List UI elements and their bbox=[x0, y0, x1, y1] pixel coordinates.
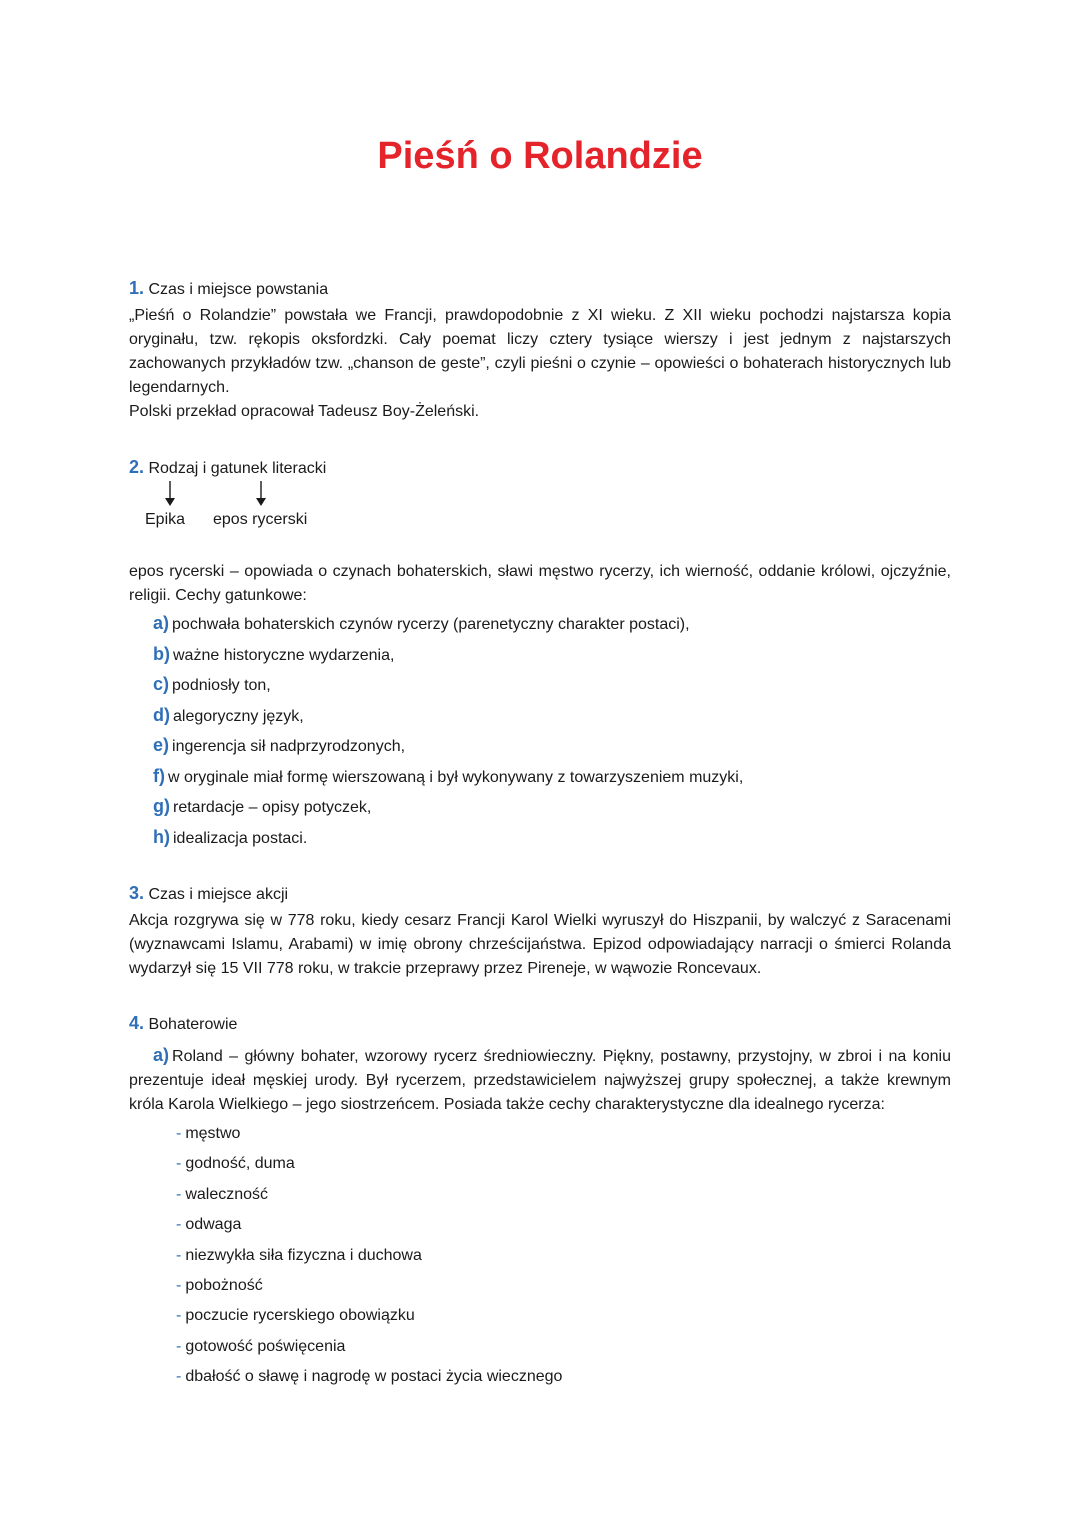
section-origin bbox=[129, 276, 951, 424]
section-heading-text: Czas i miejsce akcji bbox=[148, 886, 289, 903]
section-genre-body bbox=[129, 560, 951, 852]
list-item bbox=[176, 1241, 951, 1271]
translator-note: Polski przekład opracował Tadeusz Boy-Żeleński. bbox=[129, 403, 480, 420]
list-marker: c) bbox=[153, 674, 170, 694]
section-heading bbox=[129, 276, 951, 302]
list-item bbox=[176, 1210, 951, 1240]
literary-kind: Epika bbox=[145, 511, 186, 528]
list-marker: b) bbox=[153, 643, 170, 664]
list-item-text: dbałość o sławę i nagrodę w postaci życia wiecznego bbox=[185, 1368, 563, 1386]
list-marker: - bbox=[176, 1307, 182, 1325]
list-item-text: gotowość poświęcenia bbox=[185, 1337, 346, 1355]
origin-paragraph: „Pieśń o Rolandzie” powstała we Francji, prawdopodobnie z XI wieku. Z XII wieku pochodzi najstarsza kopia oryginału, tzw. rękopis oksfordzki. Cały poemat liczy cztery tysiące wierszy i jest jednym z najstarszych zachowanych przykładów tzw. „chanson de geste”, czyli pieśni o czynie – opowieści o bohaterach historycznych lub legendarnych. bbox=[129, 307, 951, 396]
list-item-text: idealizacja postaci. bbox=[173, 829, 308, 847]
section-heading-text: Bohaterowie bbox=[148, 1016, 238, 1033]
section-heading bbox=[129, 881, 951, 907]
list-item-text: niezwykła siła fizyczna i duchowa bbox=[185, 1246, 422, 1264]
list-marker: g) bbox=[153, 796, 170, 816]
list-marker: - bbox=[176, 1155, 182, 1173]
list-item bbox=[153, 730, 951, 761]
roland-description bbox=[129, 1043, 951, 1117]
list-item-text: poczucie rycerskiego obowiązku bbox=[185, 1307, 415, 1325]
list-item-text: retardacje – opisy potyczek, bbox=[173, 799, 372, 816]
list-marker: - bbox=[176, 1125, 182, 1142]
list-item-text: w oryginale miał formę wierszowaną i był wykonywany z towarzyszeniem muzyki, bbox=[168, 768, 744, 786]
down-arrows-icon bbox=[129, 478, 389, 510]
list-marker: f) bbox=[153, 765, 165, 786]
list-marker: - bbox=[176, 1276, 182, 1294]
list-item bbox=[176, 1332, 951, 1362]
list-item-text: męstwo bbox=[185, 1125, 241, 1142]
list-item bbox=[153, 822, 951, 853]
list-marker: - bbox=[176, 1368, 182, 1386]
list-item bbox=[176, 1119, 951, 1149]
genre-definition: epos rycerski – opowiada o czynach bohaterskich, sławi męstwo rycerzy, ich wierność, oddanie królowi, ojczyźnie, religii. Cechy gatunkowe: bbox=[129, 563, 951, 604]
list-item bbox=[176, 1362, 951, 1392]
list-item-text: godność, duma bbox=[185, 1155, 295, 1173]
section-characters bbox=[129, 1011, 951, 1393]
list-item-text: ważne historyczne wydarzenia, bbox=[173, 646, 395, 664]
section-heading-text: Rodzaj i gatunek literacki bbox=[148, 460, 327, 477]
list-marker: a) bbox=[153, 1045, 170, 1065]
literary-genre: epos rycerski bbox=[213, 511, 308, 528]
list-marker: a) bbox=[153, 613, 170, 633]
list-marker: - bbox=[176, 1337, 182, 1355]
list-marker: - bbox=[176, 1216, 182, 1234]
list-item bbox=[176, 1271, 951, 1301]
list-item bbox=[176, 1180, 951, 1210]
list-item-text: waleczność bbox=[185, 1185, 269, 1203]
list-item-text: pobożność bbox=[185, 1276, 263, 1294]
list-item bbox=[153, 700, 951, 731]
list-item-text: alegoryczny język, bbox=[173, 707, 304, 725]
list-item-text: ingerencja sił nadprzyrodzonych, bbox=[172, 738, 406, 755]
list-item bbox=[176, 1301, 951, 1331]
list-marker: d) bbox=[153, 704, 170, 725]
list-marker: - bbox=[176, 1185, 182, 1203]
genre-features-list bbox=[129, 608, 951, 852]
list-item-text: podniosły ton, bbox=[172, 677, 271, 694]
section-heading-text: Czas i miejsce powstania bbox=[148, 281, 329, 298]
list-marker: - bbox=[176, 1246, 182, 1264]
section-number: 4. bbox=[129, 1013, 145, 1033]
setting-paragraph: Akcja rozgrywa się w 778 roku, kiedy cesarz Francji Karol Wielki wyruszył do Hiszpanii, by walczyć z Saracenami (wyznawcami Islamu, Arabami) w imię obrony chrześcijaństwa. Epizod odpowiadający narracji o śmierci Rolanda wydarzył się 15 VII 778 roku, w trakcie przeprawy przez Pireneje, w wąwozie Roncevaux. bbox=[129, 912, 951, 977]
roland-traits-list bbox=[129, 1119, 951, 1393]
document-title: Pieśń o Rolandzie bbox=[377, 135, 703, 177]
list-item bbox=[153, 639, 951, 670]
section-heading bbox=[129, 1011, 951, 1037]
list-item bbox=[176, 1149, 951, 1179]
list-item-text: pochwała bohaterskich czynów rycerzy (parenetyczny charakter postaci), bbox=[172, 616, 690, 633]
section-setting bbox=[129, 881, 951, 981]
roland-description-text: Roland – główny bohater, wzorowy rycerz średniowieczny. Piękny, postawny, przystojny, w zbroi i na koniu prezentuje ideał męskiej urody. Był rycerzem, przedstawicielem najwyższej grupy społecznej, a także krewnym króla Karola Wielkiego – jego siostrzeńcem. Posiada także cechy charakterystyczne dla idealnego rycerza: bbox=[129, 1048, 951, 1113]
list-item bbox=[153, 669, 951, 700]
list-marker: e) bbox=[153, 735, 170, 755]
list-item bbox=[153, 608, 951, 639]
list-item-text: odwaga bbox=[185, 1216, 242, 1234]
list-marker: h) bbox=[153, 826, 170, 847]
section-number: 2. bbox=[129, 457, 145, 477]
list-item bbox=[153, 761, 951, 792]
list-item bbox=[153, 791, 951, 822]
section-number: 3. bbox=[129, 883, 145, 903]
section-number: 1. bbox=[129, 278, 145, 298]
genre-diagram bbox=[129, 478, 389, 534]
